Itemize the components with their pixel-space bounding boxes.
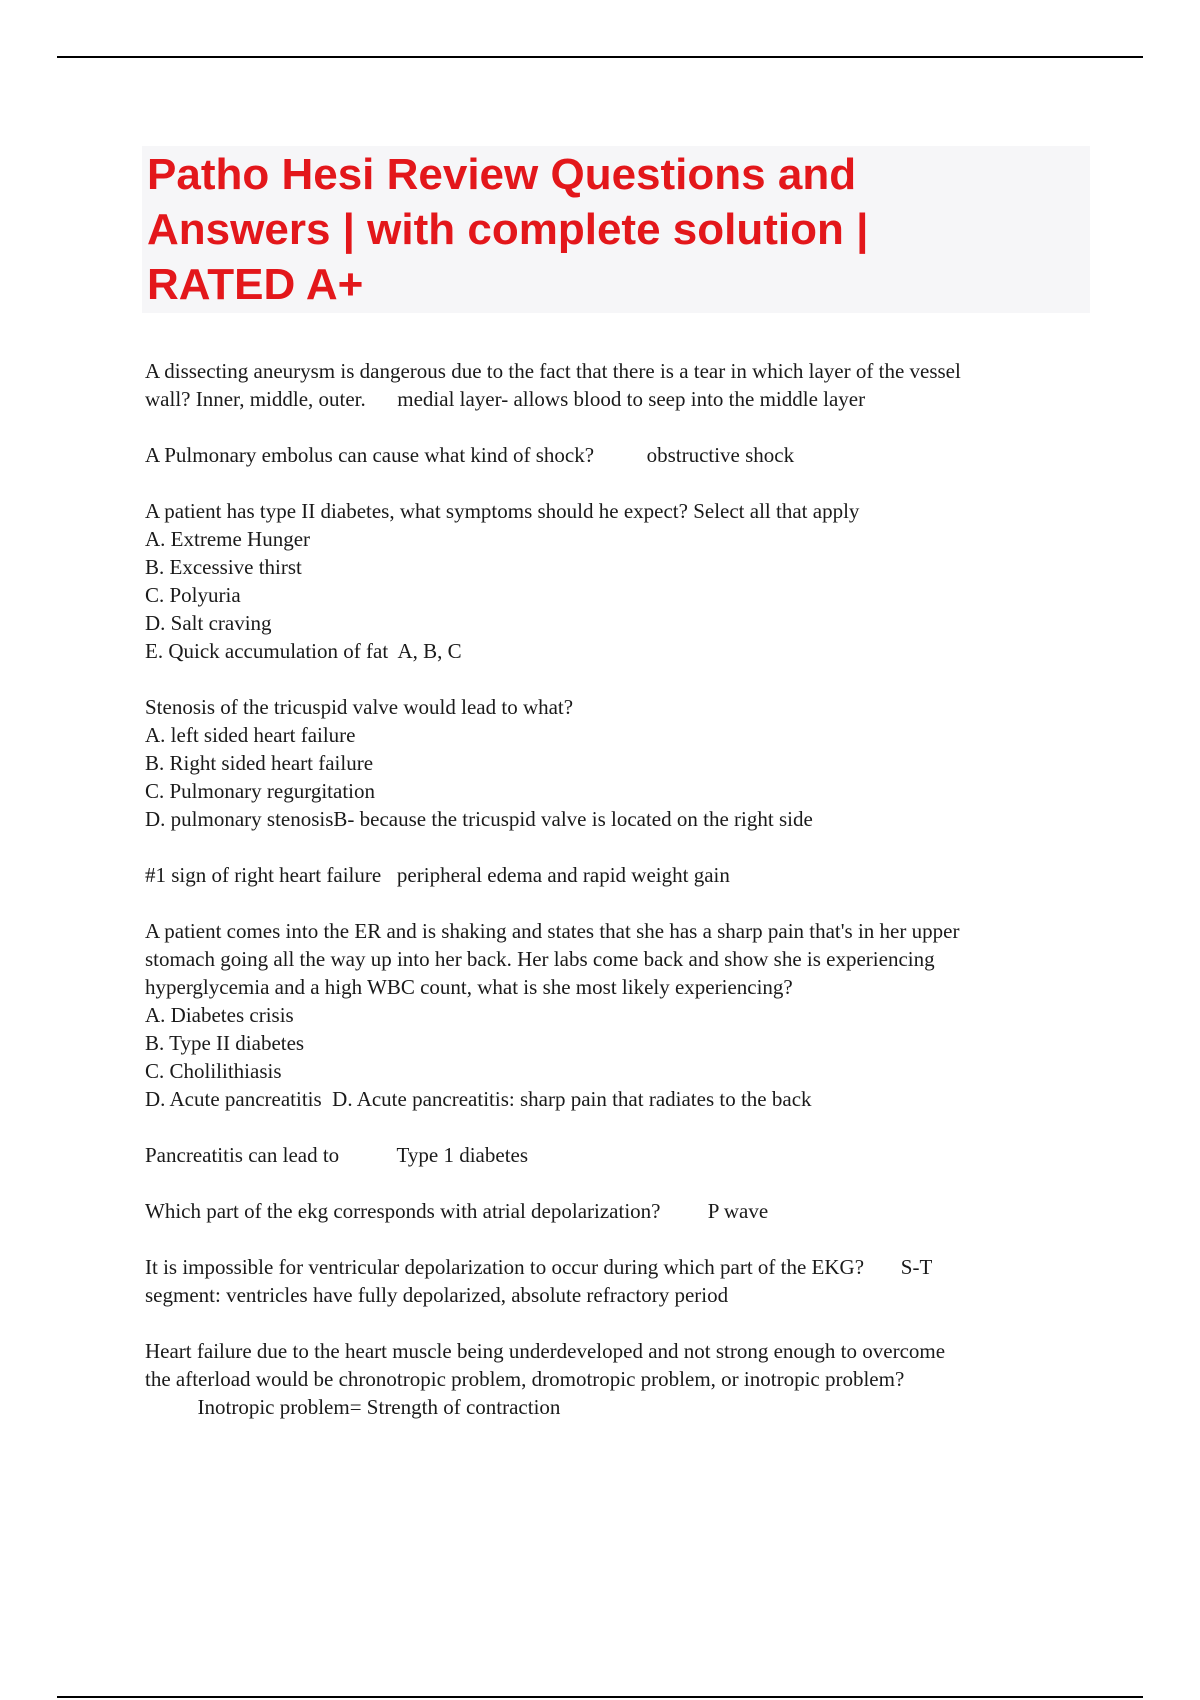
qa-line: wall? Inner, middle, outer. medial layer- allows blood to seep into the middle layer — [145, 387, 866, 411]
qa-line: C. Polyuria — [145, 583, 241, 607]
qa-line: A. Diabetes crisis — [145, 1003, 294, 1027]
qa-line: Heart failure due to the heart muscle being underdeveloped and not strong enough to overcome — [145, 1339, 946, 1363]
qa-content — [145, 357, 1095, 1449]
qa-item — [145, 917, 1095, 1113]
qa-item — [145, 861, 1095, 889]
top-rule — [57, 56, 1143, 58]
qa-line: B. Excessive thirst — [145, 555, 302, 579]
qa-item — [145, 357, 1095, 413]
qa-line: #1 sign of right heart failure peripheral edema and rapid weight gain — [145, 863, 730, 887]
qa-line: stomach going all the way up into her back. Her labs come back and show she is experiencing — [145, 947, 935, 971]
qa-line: A. left sided heart failure — [145, 723, 356, 747]
qa-line: A patient comes into the ER and is shaking and states that she has a sharp pain that's in her upper — [145, 919, 960, 943]
qa-line: Which part of the ekg corresponds with atrial depolarization? P wave — [145, 1199, 769, 1223]
qa-line: C. Cholilithiasis — [145, 1059, 282, 1083]
qa-line: C. Pulmonary regurgitation — [145, 779, 376, 803]
qa-line: Pancreatitis can lead to Type 1 diabetes — [145, 1143, 529, 1167]
qa-line: segment: ventricles have fully depolarized, absolute refractory period — [145, 1283, 729, 1307]
qa-line: D. Acute pancreatitis D. Acute pancreatitis: sharp pain that radiates to the back — [145, 1087, 812, 1111]
qa-item — [145, 1197, 1095, 1225]
bottom-rule — [57, 1696, 1143, 1698]
qa-line: It is impossible for ventricular depolarization to occur during which part of the EKG? S-T — [145, 1255, 933, 1279]
qa-line: A. Extreme Hunger — [145, 527, 311, 551]
qa-line: D. Salt craving — [145, 611, 272, 635]
qa-line: A dissecting aneurysm is dangerous due to the fact that there is a tear in which layer of the vessel — [145, 359, 961, 383]
qa-item — [145, 1253, 1095, 1309]
qa-line: the afterload would be chronotropic problem, dromotropic problem, or inotropic problem? — [145, 1367, 905, 1391]
qa-item — [145, 1141, 1095, 1169]
title-line-2: Answers | with complete solution | — [147, 205, 869, 254]
qa-line: Stenosis of the tricuspid valve would lead to what? — [145, 695, 574, 719]
qa-item — [145, 1337, 1095, 1421]
qa-line: B. Type II diabetes — [145, 1031, 305, 1055]
qa-line: A patient has type II diabetes, what symptoms should he expect? Select all that apply — [145, 499, 860, 523]
title-banner — [142, 146, 1090, 313]
qa-line: D. pulmonary stenosisB- because the tricuspid valve is located on the right side — [145, 807, 813, 831]
qa-line: hyperglycemia and a high WBC count, what is she most likely experiencing? — [145, 975, 793, 999]
qa-line: E. Quick accumulation of fat A, B, C — [145, 639, 462, 663]
qa-item — [145, 497, 1095, 665]
qa-line: B. Right sided heart failure — [145, 751, 374, 775]
document-title — [147, 146, 1090, 312]
qa-item — [145, 693, 1095, 833]
qa-line: Inotropic problem= Strength of contraction — [145, 1395, 561, 1419]
title-line-1: Patho Hesi Review Questions and — [147, 150, 857, 199]
qa-item — [145, 441, 1095, 469]
title-line-3: RATED A+ — [147, 260, 364, 309]
qa-line: A Pulmonary embolus can cause what kind of shock? obstructive shock — [145, 443, 795, 467]
